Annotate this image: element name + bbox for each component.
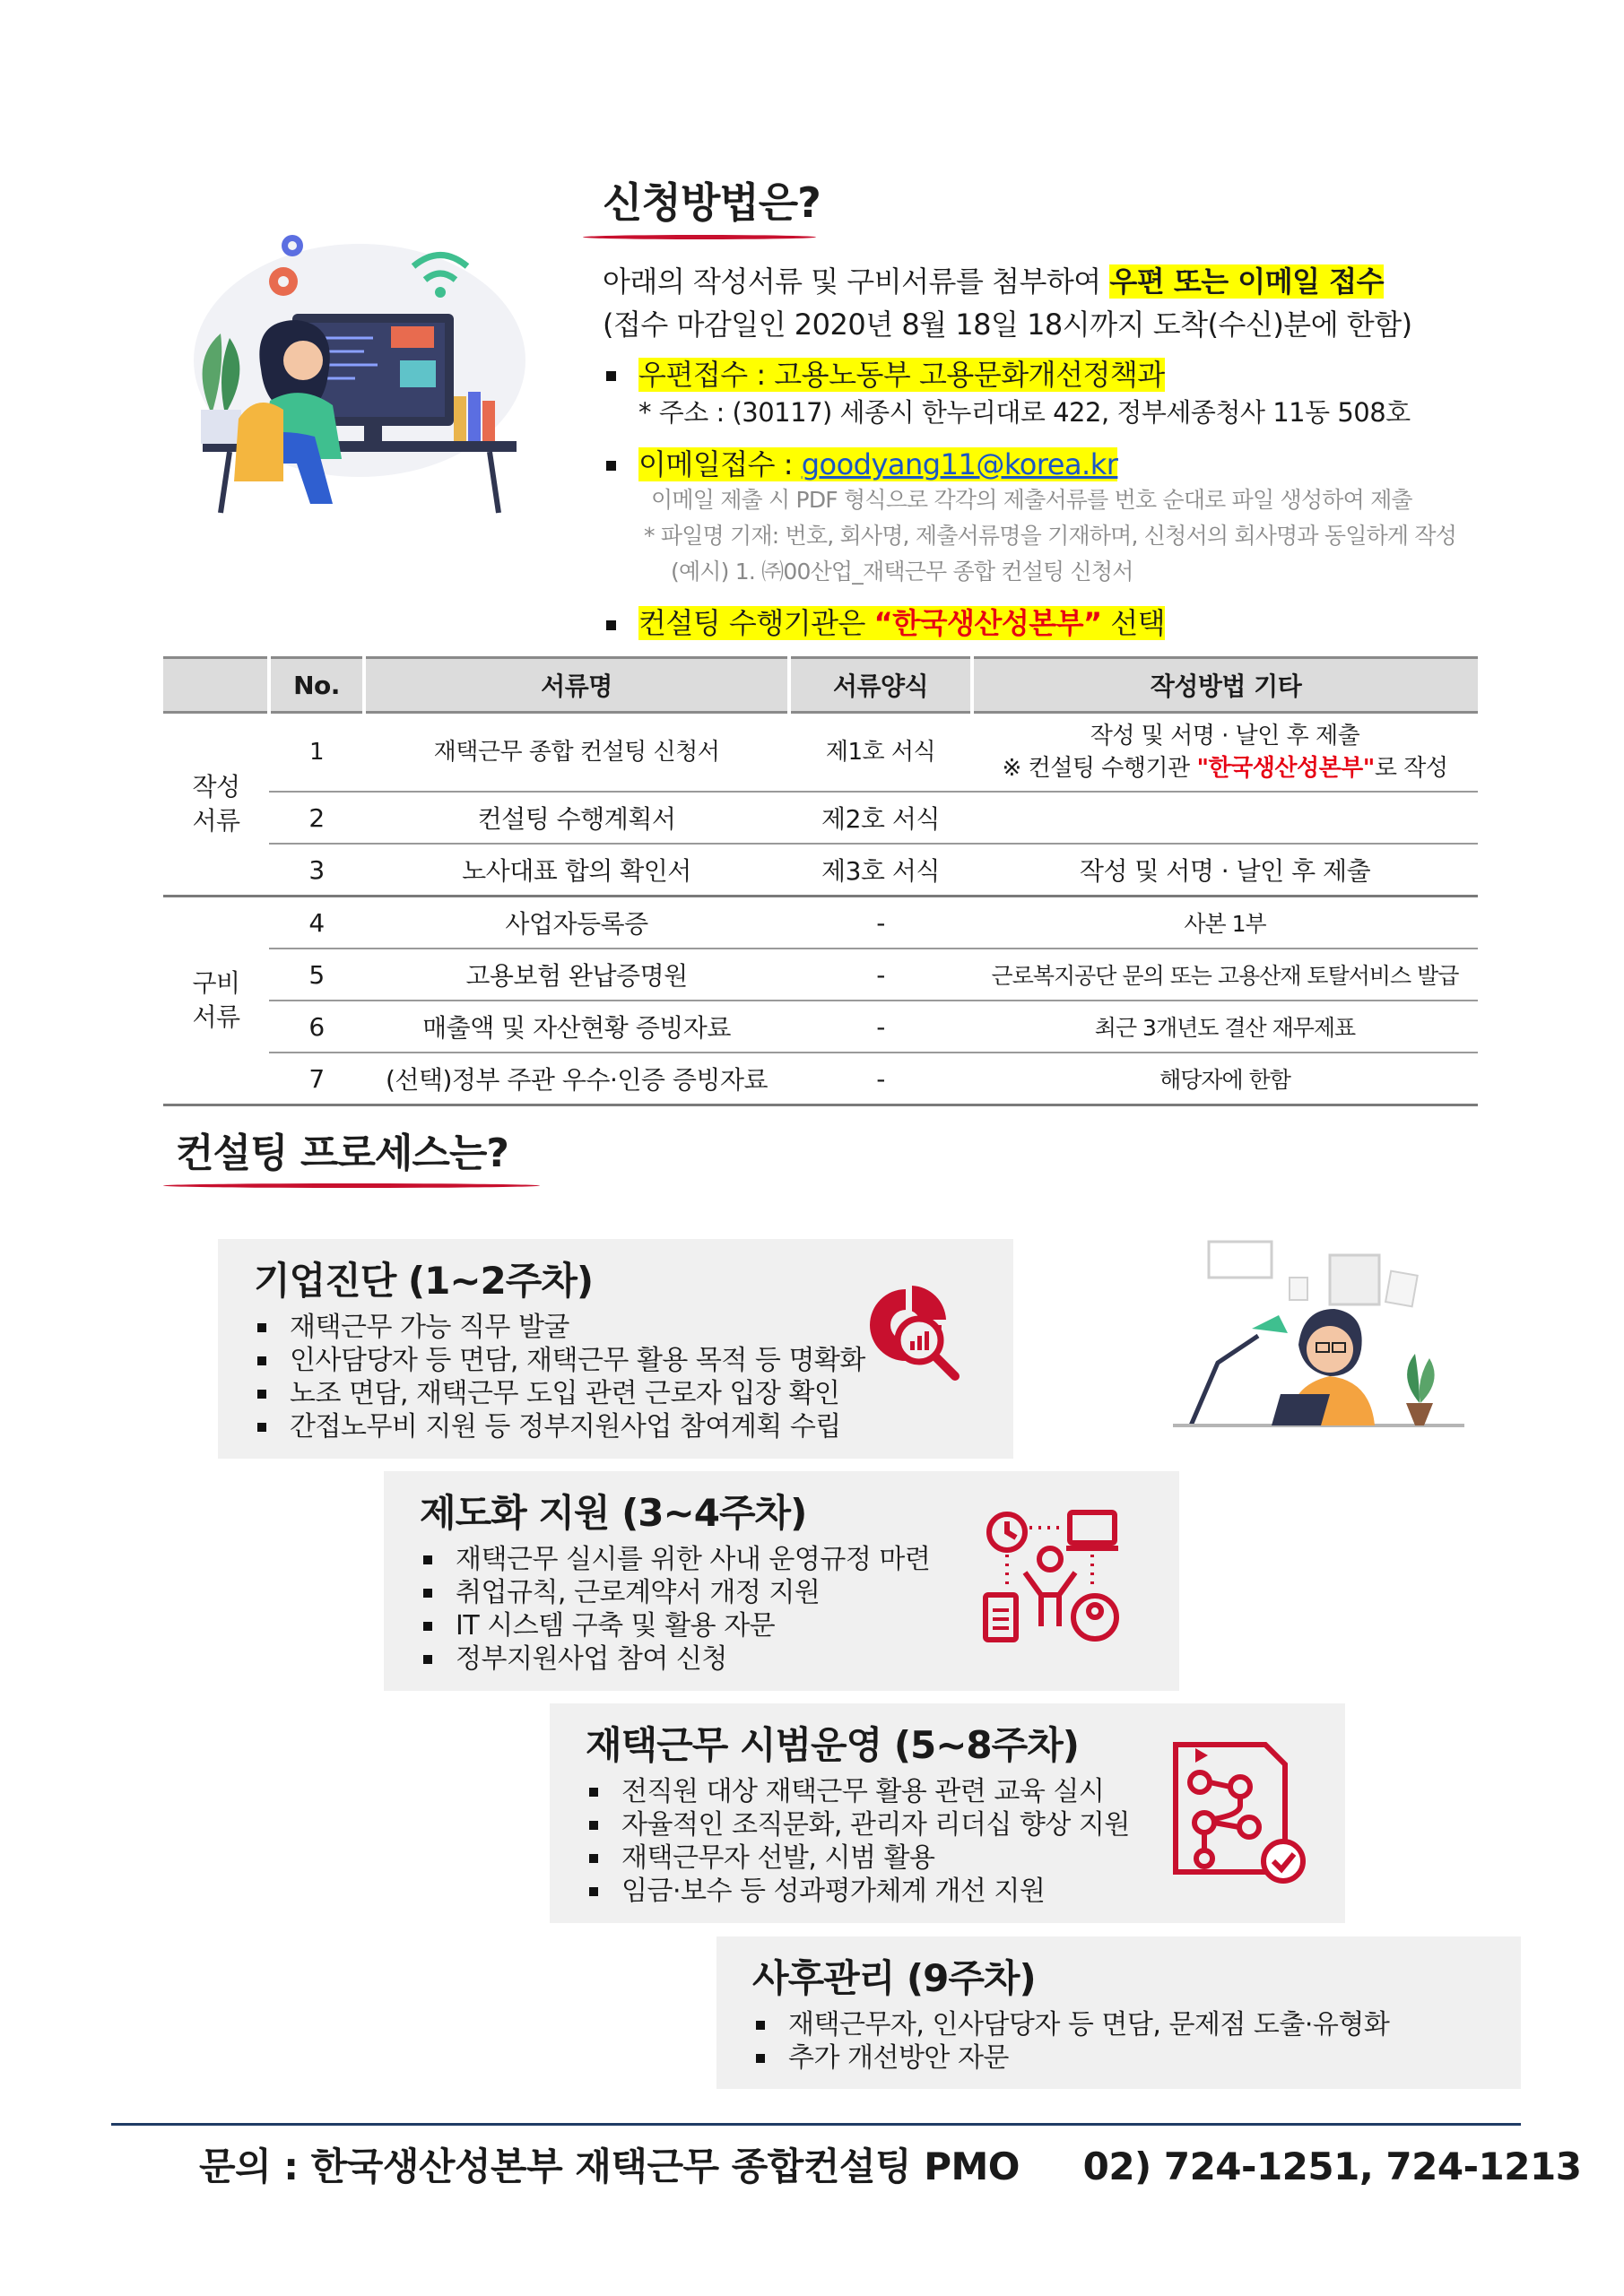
step-list (752, 2008, 1389, 2075)
process-step-4 (716, 1936, 1521, 2089)
list-item: 재택근무자 선발, 시범 활용 (586, 1841, 1130, 1875)
col-header-no: No. (269, 658, 364, 713)
footer-divider (111, 2123, 1521, 2126)
table-row (163, 949, 1478, 1001)
row-form: 제1호 서식 (789, 713, 972, 793)
illustration-woman-computer (176, 226, 525, 517)
list-item: 재택근무자, 인사담당자 등 면담, 문제점 도출·유형화 (752, 2008, 1389, 2041)
table-row (163, 1001, 1478, 1053)
group-label-required: 구비 서류 (163, 897, 269, 1105)
row-note: 작성 및 서명 · 날인 후 제출 (972, 844, 1478, 897)
list-item: 인사담당자 등 면담, 재택근무 활용 목적 등 명확화 (254, 1344, 865, 1377)
row-form: 제3호 서식 (789, 844, 972, 897)
table-row (163, 897, 1478, 949)
row-name: 재택근무 종합 컨설팅 신청서 (364, 713, 789, 793)
row-form: 제2호 서식 (789, 792, 972, 844)
intro-line-1 (603, 260, 1412, 303)
row-note: 작성 및 서명 · 날인 후 제출 ※ 컨설팅 수행기관 "한국생산성본부"로 작성 (972, 713, 1478, 793)
row-name: 노사대표 합의 확인서 (364, 844, 789, 897)
row-name: (선택)정부 주관 우수·인증 증빙자료 (364, 1053, 789, 1105)
row-form: - (789, 949, 972, 1001)
step-list (254, 1311, 865, 1443)
row-note: 해당자에 한함 (972, 1053, 1478, 1105)
col-header-group (163, 658, 269, 713)
row-name: 사업자등록증 (364, 897, 789, 949)
list-item: 취업규칙, 근로계약서 개정 지원 (420, 1576, 930, 1609)
step-title: 재택근무 시범운영 (5~8주차) (586, 1723, 1079, 1767)
row-no: 1 (269, 713, 364, 793)
intro-highlight: 우편 또는 이메일 접수 (1109, 264, 1385, 299)
list-item: 임금·보수 등 성과평가체계 개선 지원 (586, 1875, 1130, 1908)
diagnosis-search-icon (856, 1282, 964, 1390)
consult-org: “한국생산성본부” (873, 606, 1102, 640)
list-item: 노조 면담, 재택근무 도입 관련 근로자 입장 확인 (254, 1377, 865, 1410)
man-at-laptop-illustration (1173, 1237, 1464, 1434)
table-row (163, 792, 1478, 844)
email-note-2: * 파일명 기재: 번호, 회사명, 제출서류명을 기재하며, 신청서의 회사명과 동일하게 작성 (644, 523, 1457, 549)
row-name: 매출액 및 자산현황 증빙자료 (364, 1001, 789, 1053)
table-row (163, 1053, 1478, 1105)
row-no: 4 (269, 897, 364, 949)
col-header-form: 서류양식 (789, 658, 972, 713)
list-item: 자율적인 조직문화, 관리자 리더십 향상 지원 (586, 1808, 1130, 1841)
row-name: 컨설팅 수행계획서 (364, 792, 789, 844)
table-header-row (163, 658, 1478, 713)
row-no: 6 (269, 1001, 364, 1053)
row-note: 근로복지공단 문의 또는 고용산재 토탈서비스 발급 (972, 949, 1478, 1001)
pilot-operation-flow-icon (1168, 1737, 1312, 1890)
col-header-name: 서류명 (364, 658, 789, 713)
row-form: - (789, 1053, 972, 1105)
step-title: 사후관리 (9주차) (752, 1956, 1036, 2000)
post-address: * 주소 : (30117) 세종시 한누리대로 422, 정부세종청사 11동 508호 (638, 397, 1411, 428)
method-heading: 신청방법은? (603, 178, 821, 227)
method-intro (603, 260, 1412, 346)
list-item: 재택근무 가능 직무 발굴 (254, 1311, 865, 1344)
step-title: 제도화 지원 (3~4주차) (420, 1491, 807, 1535)
post-label: 우편접수 : 고용노동부 고용문화개선정책과 (638, 358, 1165, 392)
row-form: - (789, 1001, 972, 1053)
group-label-written: 작성 서류 (163, 713, 269, 897)
row-no: 7 (269, 1053, 364, 1105)
intro-text: 아래의 작성서류 및 구비서류를 첨부하여 (603, 264, 1110, 299)
post-bullet (606, 368, 616, 385)
list-item: 간접노무비 지원 등 정부지원사업 참여계획 수립 (254, 1410, 865, 1443)
table-row (163, 713, 1478, 793)
row-no: 5 (269, 949, 364, 1001)
process-step-3 (550, 1703, 1345, 1923)
intro-line-2: (접수 마감일인 2020년 8월 18일 18시까지 도착(수신)분에 한함) (603, 308, 1412, 342)
email-bullet (606, 457, 616, 474)
step-list (586, 1775, 1130, 1908)
step-list (420, 1543, 930, 1676)
documents-table (163, 656, 1478, 1106)
list-item: IT 시스템 구축 및 활용 자문 (420, 1609, 930, 1642)
row-form: - (789, 897, 972, 949)
row-note: 사본 1부 (972, 897, 1478, 949)
list-item: 추가 개선방안 자문 (752, 2041, 1389, 2075)
consult-line: 컨설팅 수행기관은 “한국생산성본부” 선택 (638, 606, 1166, 640)
row-name: 고용보험 완납증명원 (364, 949, 789, 1001)
email-label: 이메일접수 : goodyang11@korea.kr (638, 447, 1118, 481)
list-item: 재택근무 실시를 위한 사내 운영규정 마련 (420, 1543, 930, 1576)
table-row (163, 844, 1478, 897)
col-header-note: 작성방법 기타 (972, 658, 1478, 713)
list-item: 정부지원사업 참여 신청 (420, 1642, 930, 1676)
consult-bullet (606, 617, 616, 634)
row-no: 2 (269, 792, 364, 844)
process-step-2 (384, 1471, 1179, 1691)
institution-support-icon (980, 1505, 1124, 1649)
process-heading: 컨설팅 프로세스는? (176, 1131, 508, 1176)
email-note-3: (예시) 1. ㈜00산업_재택근무 종합 컨설팅 신청서 (671, 559, 1133, 585)
row-no: 3 (269, 844, 364, 897)
method-heading-underline (583, 235, 816, 239)
email-note-1: 이메일 제출 시 PDF 형식으로 각각의 제출서류를 번호 순대로 파일 생성하여 제출 (651, 487, 1412, 513)
footer-contact: 문의 : 한국생산성본부 재택근무 종합컨설팅 PMO 02) 724-1251, 724-1213 (199, 2144, 1582, 2188)
email-link[interactable]: goodyang11@korea.kr (801, 447, 1118, 481)
woman-at-computer-illustration (176, 226, 525, 517)
list-item: 전직원 대상 재택근무 활용 관련 교육 실시 (586, 1775, 1130, 1808)
process-step-1 (218, 1239, 1013, 1459)
row-note (972, 792, 1478, 844)
step-title: 기업진단 (1~2주차) (254, 1259, 594, 1303)
row-note: 최근 3개년도 결산 재무제표 (972, 1001, 1478, 1053)
process-heading-underline (163, 1183, 540, 1188)
